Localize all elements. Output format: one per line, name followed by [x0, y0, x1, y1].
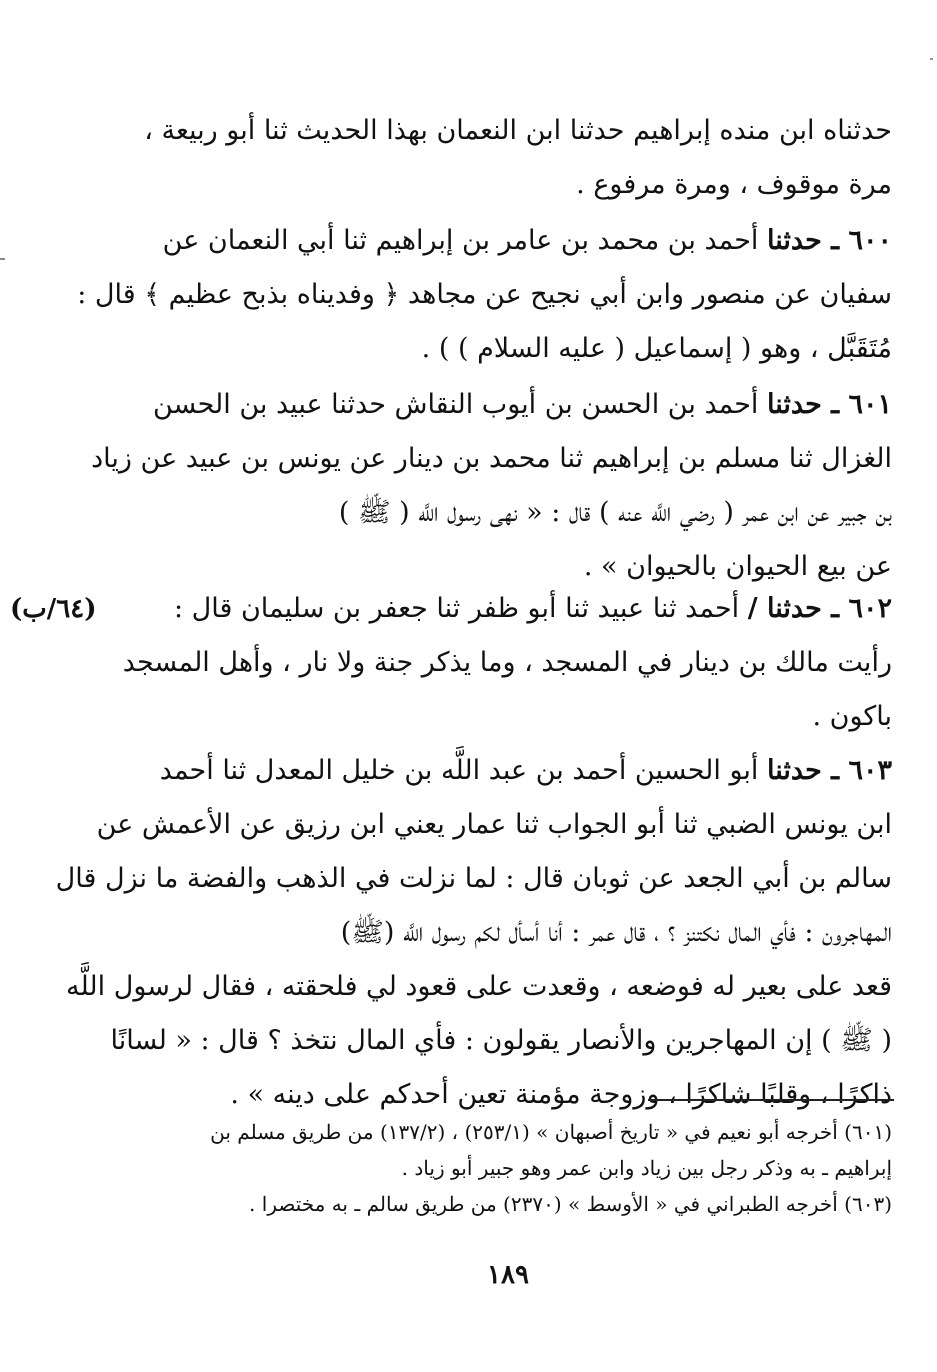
text-line [140, 378, 892, 432]
scan-mark [930, 58, 933, 60]
footnotes [150, 1114, 892, 1222]
text-line: حدثناه ابن منده إبراهيم حدثنا ابن النعمان بهذا الحديث ثنا أبو ربيعة ، [144, 115, 892, 146]
text-line: ( ﷺ ) إن المهاجرين والأنصار يقولون : فأي المال نتخذ ؟ قال : « لسانًا [110, 1025, 892, 1056]
text-line: عن بيع الحيوان بالحيوان » . [583, 551, 892, 582]
hadith-number: ٦٠١ ـ حدثنا [767, 389, 892, 420]
text-line: مرة موقوف ، ومرة مرفوع . [576, 169, 892, 200]
paragraph-intro [140, 104, 892, 212]
text-line [140, 744, 892, 798]
footnote-line: إبراهيم ـ به وذكر رجل بين زياد وابن عمر وهو جبير أبو زياد . [401, 1156, 892, 1180]
text-line: ذاكرًا ، وقلبًا شاكرًا ، وزوجة مؤمنة تعين أحدكم على دينه » . [230, 1079, 892, 1110]
scan-mark [0, 258, 5, 260]
text-line: مُتَقَبَّل ، وهو ( إسماعيل ( عليه السلام ) ) . [421, 333, 892, 364]
hadith-603 [55, 744, 892, 1122]
text-line [140, 582, 892, 636]
text-line: قعد على بعير له فوضعه ، وقعدت على قعود لي فلحقته ، فقال لرسول اللَّه [66, 971, 892, 1002]
text-line [140, 214, 892, 268]
text-line: رأيت مالك بن دينار في المسجد ، وما يذكر جنة ولا نار ، وأهل المسجد [122, 647, 892, 678]
text-line: بن جبير عن ابن عمر ( رضي اللَّه عنه ) قال : « نهى رسول اللَّه ( ﷺ ) [338, 497, 892, 528]
hadith-601 [91, 378, 892, 594]
hadith-602 [122, 582, 892, 744]
text-line: ابن يونس الضبي ثنا أبو الجواب ثنا عمار يعني ابن رزيق عن الأعمش عن [96, 809, 892, 840]
text-line: سفيان عن منصور وابن أبي نجيح عن مجاهد ﴿ وفديناه بذبح عظيم ﴾ قال : [77, 279, 892, 310]
hadith-number: ٦٠٣ ـ حدثنا [767, 755, 892, 786]
hadith-600 [77, 214, 892, 376]
text-line-content: أحمد ثنا عبيد ثنا أبو ظفر ثنا جعفر بن سليمان قال : [173, 593, 740, 624]
marginal-folio-note: (٦٤/ب) [10, 594, 97, 624]
text-line-content: أبو الحسين أحمد بن عبد اللَّه بن خليل المعدل ثنا أحمد [159, 755, 759, 786]
text-line-content: أحمد بن الحسن بن أيوب النقاش حدثنا عبيد بن الحسن [152, 389, 759, 420]
text-line: الغزال ثنا مسلم بن إبراهيم ثنا محمد بن دينار عن يونس بن عبيد عن زياد [91, 443, 892, 474]
text-line: باكون . [812, 701, 892, 732]
text-line: سالم بن أبي الجعد عن ثوبان قال : لما نزلت في الذهب والفضة ما نزل قال [55, 863, 892, 894]
footnote-line: (٦٠٣) أخرجه الطبراني في « الأوسط » (٢٣٧٠) من طريق سالم ـ به مختصرا . [249, 1192, 892, 1216]
text-line: المهاجرون : فأي المال نكتنز ؟ ، قال عمر : أنا أسأل لكم رسول اللَّه (ﷺ) [340, 917, 892, 948]
page-number: ١٨٩ [487, 1260, 529, 1290]
footnote-line: (٦٠١) أخرجه أبو نعيم في « تاريخ أصبهان » (٢٥٣/١) ، (١٣٧/٢) من طريق مسلم بن [210, 1120, 892, 1144]
hadith-number: ٦٠٢ ـ حدثنا / [747, 593, 892, 624]
hadith-number: ٦٠٠ ـ حدثنا [767, 225, 892, 256]
text-line-content: أحمد بن محمد بن عامر بن إبراهيم ثنا أبي النعمان عن [162, 225, 759, 256]
footnote-separator [648, 1099, 894, 1101]
